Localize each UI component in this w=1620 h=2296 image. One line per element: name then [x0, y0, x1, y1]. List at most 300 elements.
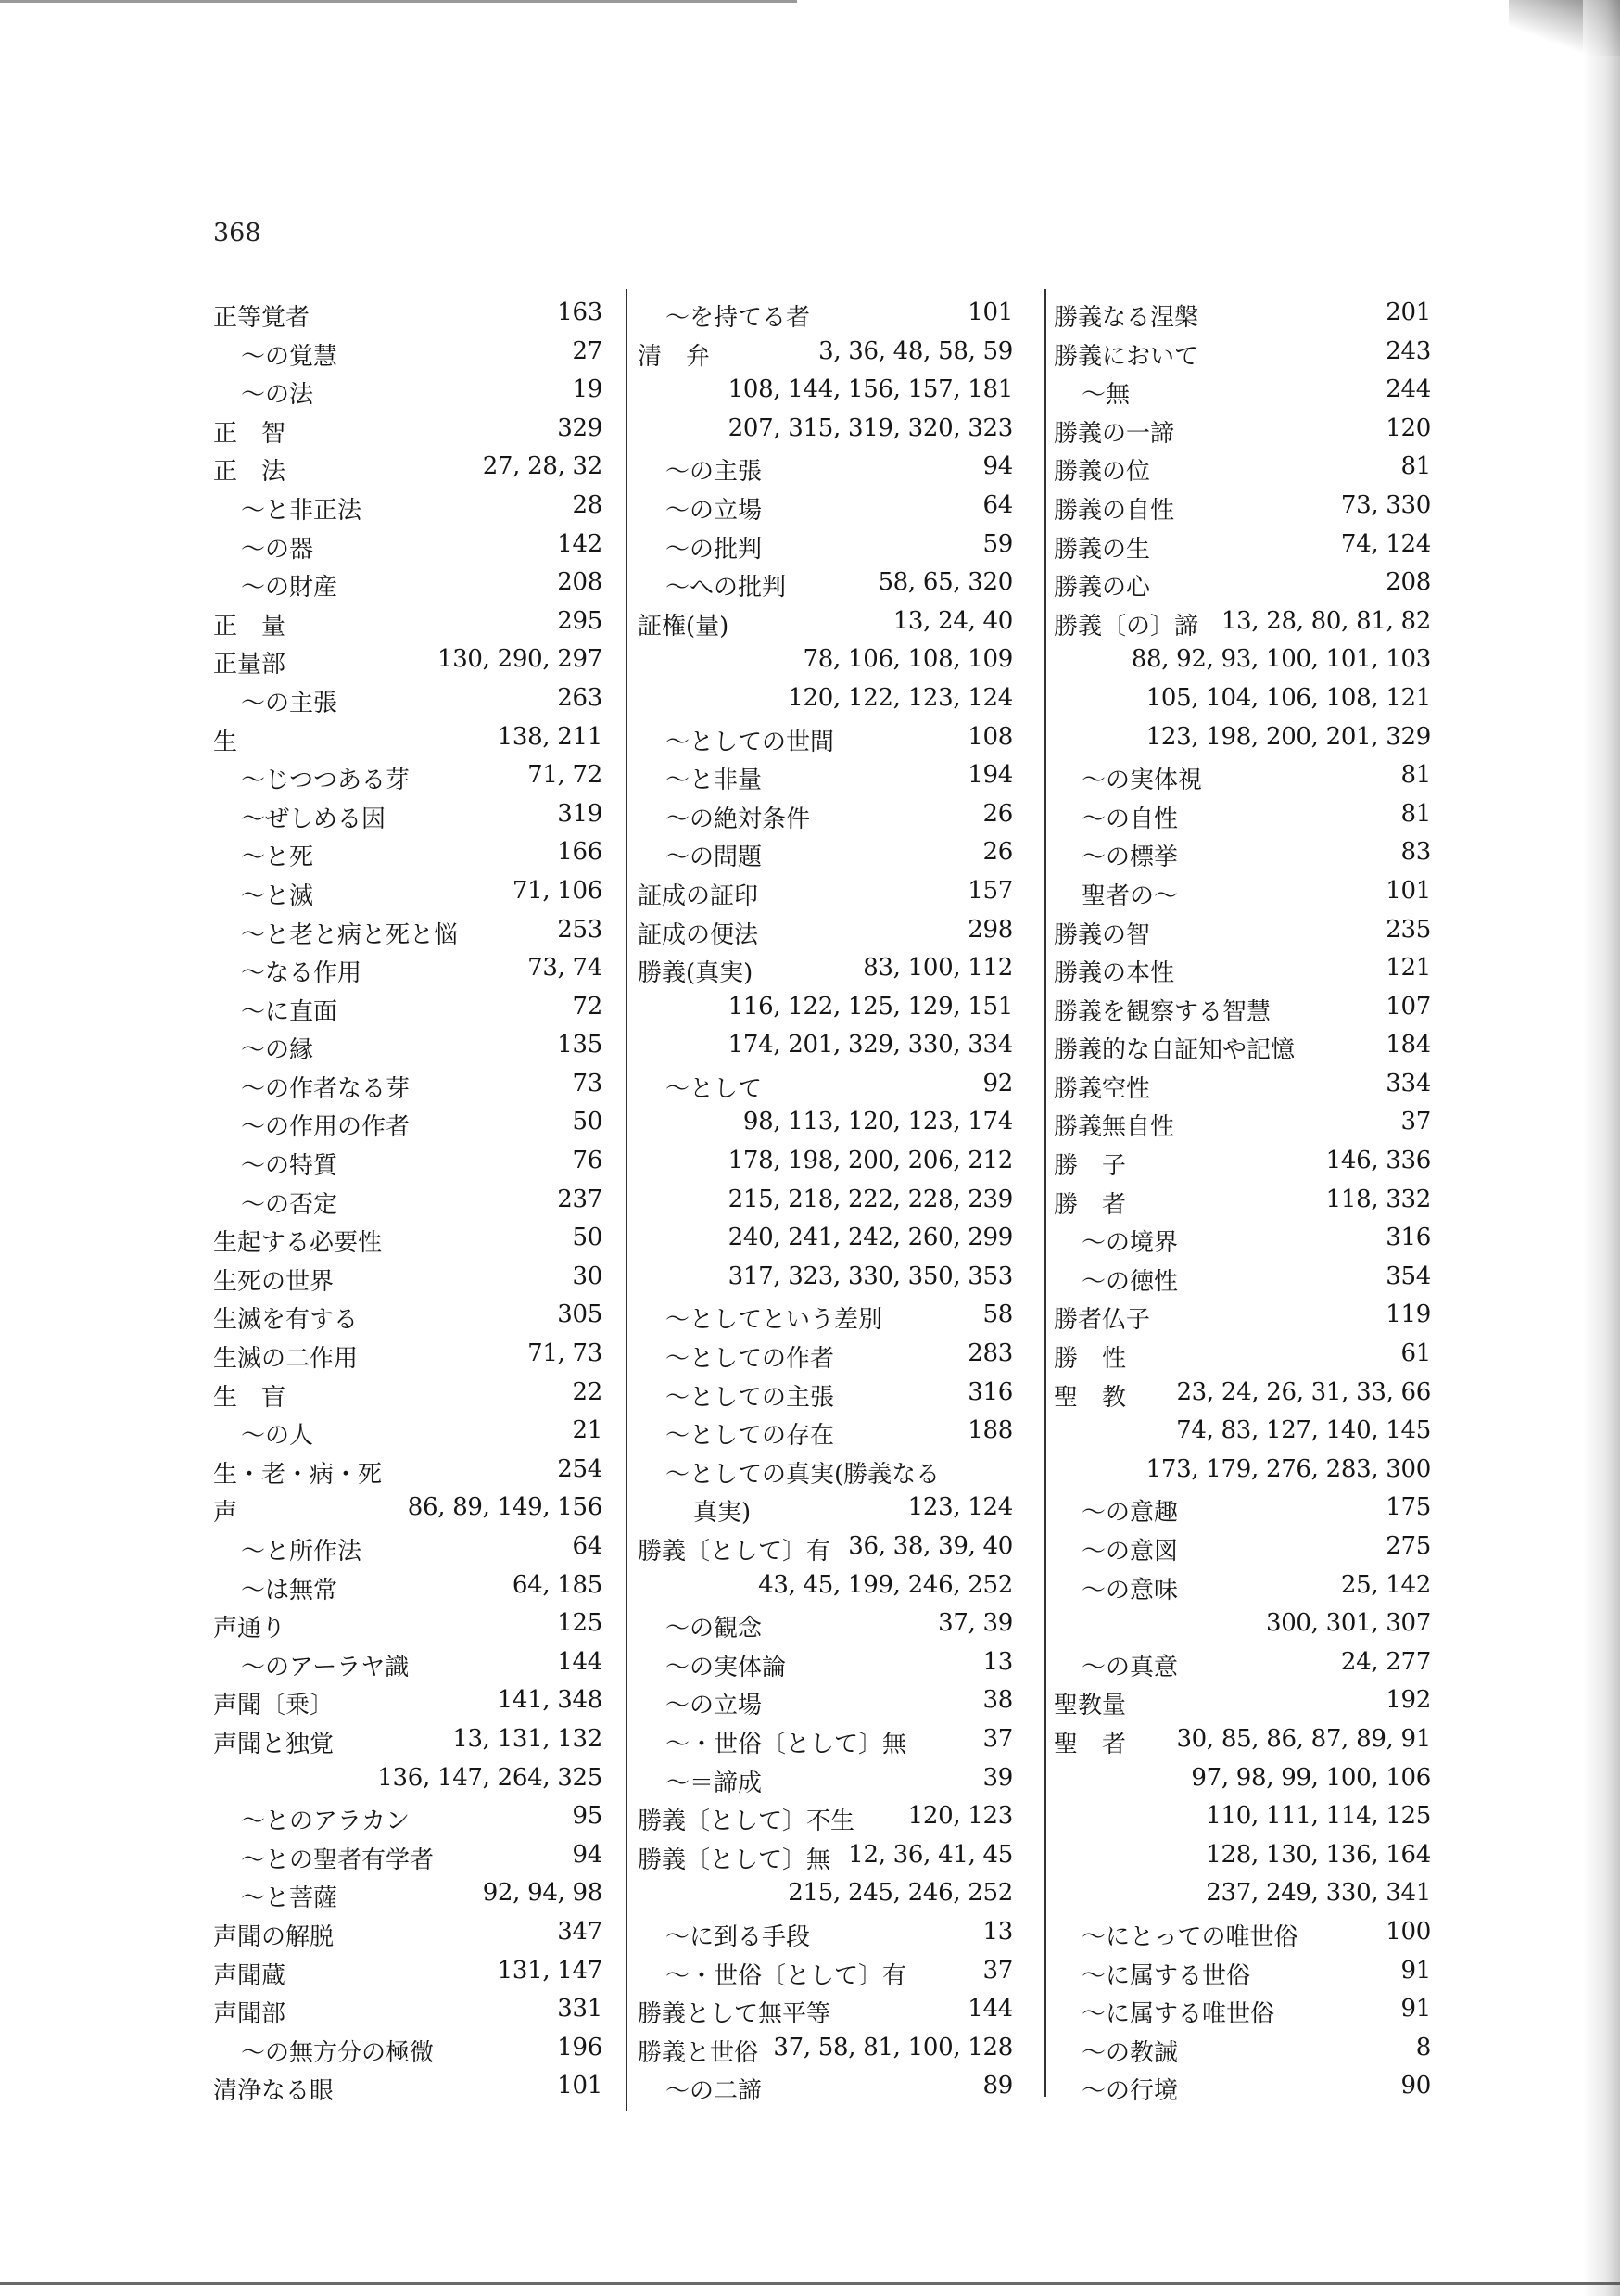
- index-pages: 119: [1386, 1300, 1431, 1329]
- index-entry: [213, 1297, 602, 1336]
- index-pages: 146, 336: [1325, 1147, 1431, 1175]
- index-entry: [213, 1220, 602, 1259]
- index-pages: 100: [1386, 1917, 1431, 1946]
- index-term: 聖 者: [1054, 1730, 1127, 1758]
- index-pages: 135: [557, 1031, 602, 1059]
- index-pages: 64: [982, 490, 1013, 519]
- index-term: 生 盲: [213, 1383, 286, 1412]
- index-pages: 208: [1386, 568, 1431, 597]
- index-pages: 334: [1386, 1069, 1431, 1097]
- index-term: ～＝諦成: [665, 1769, 763, 1797]
- index-pages: 298: [968, 915, 1013, 944]
- index-term: 勝義空性: [1054, 1074, 1151, 1103]
- index-entry: [1054, 2030, 1431, 2069]
- index-entry: [1054, 834, 1431, 873]
- index-term: 勝義の自性: [1054, 496, 1175, 525]
- index-entry: [213, 1375, 602, 1414]
- index-term: ～の自性: [1082, 805, 1179, 833]
- index-term: 声聞と独覚: [213, 1730, 335, 1758]
- index-entry: [213, 334, 602, 373]
- index-pages: 331: [557, 1995, 602, 2023]
- index-entry: [1054, 1914, 1431, 1953]
- index-term: 勝義〔として〕無: [638, 1846, 831, 1874]
- index-entry: [213, 526, 602, 565]
- index-term: 声聞蔵: [213, 1961, 286, 1990]
- index-pages: 74, 83, 127, 140, 145: [1176, 1416, 1431, 1445]
- index-pages: 72: [572, 992, 602, 1021]
- index-pages: 37: [982, 1956, 1013, 1985]
- index-term: ～の財産: [241, 574, 338, 603]
- index-entry: [638, 1336, 1013, 1375]
- index-entry-continuation: [638, 1220, 1013, 1259]
- index-term: ～の実体論: [665, 1653, 787, 1681]
- index-entry: [638, 526, 1013, 565]
- index-term: 清 弁: [638, 342, 711, 371]
- index-entry: [213, 873, 602, 912]
- index-entry: [638, 1452, 1013, 1490]
- index-pages: 83, 100, 112: [863, 954, 1013, 983]
- index-entry: [1054, 411, 1431, 450]
- index-pages: 81: [1400, 761, 1431, 790]
- index-pages: 235: [1386, 915, 1431, 944]
- index-term: ～の特質: [241, 1152, 338, 1181]
- index-pages: 24, 277: [1340, 1647, 1431, 1676]
- index-pages: 253: [557, 915, 602, 944]
- index-pages: 120, 122, 123, 124: [788, 683, 1013, 712]
- index-term: 正量部: [213, 651, 286, 679]
- index-pages: 25, 142: [1340, 1570, 1431, 1599]
- index-pages: 30, 85, 86, 87, 89, 91: [1176, 1724, 1431, 1753]
- index-pages: 92, 94, 98: [482, 1879, 602, 1908]
- index-entry: [213, 757, 602, 796]
- index-entry: [1054, 1991, 1431, 2030]
- index-pages: 163: [557, 298, 602, 326]
- index-pages: 64, 185: [512, 1570, 602, 1599]
- index-pages: 207, 315, 319, 320, 323: [728, 413, 1013, 442]
- index-term: ～とのアラカン: [241, 1808, 411, 1836]
- index-pages: 71, 106: [512, 876, 602, 905]
- index-entry: [213, 1567, 602, 1606]
- index-entry: [1054, 1066, 1431, 1105]
- index-term: ～のアーラヤ識: [241, 1653, 410, 1681]
- index-term: 聖 教: [1054, 1383, 1127, 1412]
- index-entry: [213, 1682, 602, 1721]
- index-pages: 37: [1400, 1108, 1431, 1136]
- index-entry: [213, 1605, 602, 1644]
- index-pages: 12, 36, 41, 45: [848, 1840, 1013, 1869]
- index-entry: [1054, 873, 1431, 912]
- index-entry: [213, 1027, 602, 1066]
- index-term: ～の絶対条件: [665, 805, 811, 833]
- index-pages: 94: [572, 1840, 602, 1869]
- index-entry: [1054, 1297, 1431, 1336]
- index-entry-continuation: [638, 1259, 1013, 1298]
- index-pages: 275: [1386, 1532, 1431, 1560]
- index-pages: 144: [968, 1995, 1013, 2023]
- index-pages: 188: [968, 1416, 1013, 1445]
- index-pages: 110, 111, 114, 125: [1206, 1802, 1431, 1831]
- index-entry: [1054, 372, 1431, 411]
- index-entry-continuation: [1054, 1605, 1431, 1644]
- index-pages: 19: [572, 375, 602, 404]
- index-pages: 166: [557, 838, 602, 867]
- index-column-3: [1054, 295, 1431, 2107]
- index-pages: 123, 198, 200, 201, 329: [1145, 722, 1431, 751]
- index-pages: 254: [557, 1454, 602, 1483]
- index-entry: [1054, 1143, 1431, 1182]
- index-term: 声聞部: [213, 2000, 286, 2029]
- column-divider-1: [626, 289, 627, 2111]
- scan-bottom-edge: [0, 2282, 1620, 2285]
- index-entry: [213, 1529, 602, 1567]
- index-pages: 138, 211: [497, 722, 602, 751]
- index-term: 清浄なる眼: [213, 2077, 335, 2106]
- index-pages: 90: [1400, 2072, 1431, 2100]
- index-entry: [213, 834, 602, 873]
- index-pages: 329: [557, 413, 602, 442]
- index-term: 勝義の一諦: [1054, 419, 1175, 448]
- index-entry-continuation: [638, 372, 1013, 411]
- index-entry: [213, 1413, 602, 1452]
- index-entry: [638, 1837, 1013, 1876]
- index-pages: 101: [968, 298, 1013, 326]
- index-entry: [1054, 1104, 1431, 1143]
- index-pages: 89: [982, 2072, 1013, 2100]
- index-term: ～に属する唯世俗: [1082, 2000, 1275, 2029]
- index-term: 勝 者: [1054, 1190, 1127, 1219]
- index-column-1: [213, 295, 602, 2107]
- index-entry-continuation: [638, 1104, 1013, 1143]
- index-term: ～の行境: [1082, 2077, 1179, 2106]
- index-entry: [1054, 1529, 1431, 1567]
- index-term: ～と老と病と死と悩: [241, 920, 459, 949]
- index-term: ～の否定: [241, 1190, 338, 1219]
- index-pages: 128, 130, 136, 164: [1206, 1840, 1431, 1869]
- index-pages: 118, 332: [1325, 1185, 1431, 1213]
- index-entry: [213, 1066, 602, 1105]
- index-pages: 73, 74: [527, 954, 602, 983]
- index-pages: 215, 245, 246, 252: [788, 1879, 1013, 1908]
- index-entry: [213, 1798, 602, 1837]
- index-term: ～として: [665, 1074, 763, 1103]
- index-pages: 3, 36, 48, 58, 59: [818, 336, 1013, 365]
- index-term: ～の主張: [665, 458, 763, 487]
- index-entry: [213, 912, 602, 951]
- index-entry-continuation: [638, 1567, 1013, 1606]
- index-pages: 81: [1400, 452, 1431, 481]
- index-term: 勝義の心: [1054, 574, 1151, 603]
- index-term: 勝義の位: [1054, 458, 1151, 487]
- index-pages: 58: [982, 1300, 1013, 1329]
- index-term: ～の立場: [665, 1692, 763, 1720]
- index-term: ～の人: [241, 1422, 314, 1451]
- index-term: ～の法: [241, 381, 314, 410]
- index-pages: 130, 290, 297: [437, 645, 602, 674]
- index-term: ～の立場: [665, 496, 763, 525]
- index-term: 勝義の生: [1054, 535, 1151, 564]
- index-entry: [638, 834, 1013, 873]
- index-term: 勝義〔として〕有: [638, 1538, 831, 1566]
- index-term: 聖教量: [1054, 1692, 1127, 1720]
- index-term: 勝義〔の〕諦: [1054, 612, 1199, 641]
- index-entry: [638, 449, 1013, 488]
- index-pages: 36, 38, 39, 40: [848, 1532, 1013, 1560]
- index-entry: [638, 334, 1013, 373]
- index-pages: 295: [557, 606, 602, 635]
- index-entry: [213, 1991, 602, 2030]
- index-pages: 43, 45, 199, 246, 252: [758, 1570, 1013, 1599]
- index-entry: [213, 680, 602, 719]
- index-pages: 71, 72: [527, 761, 602, 790]
- index-term: ～・世俗〔として〕有: [665, 1961, 907, 1990]
- index-entry: [1054, 2068, 1431, 2107]
- index-pages: 174, 201, 329, 330, 334: [728, 1031, 1013, 1059]
- index-term: ～と非量: [665, 767, 763, 795]
- index-entry-continuation: [638, 641, 1013, 680]
- index-term: ～としての真実(勝義なる: [665, 1460, 941, 1489]
- index-entry-continuation: [213, 1760, 602, 1799]
- index-pages: 91: [1400, 1995, 1431, 2023]
- index-term: ～ぜしめる因: [241, 805, 386, 833]
- index-entry: [213, 989, 602, 1028]
- index-term: ～にとっての唯世俗: [1082, 1922, 1298, 1951]
- index-term: ～に属する世俗: [1082, 1961, 1251, 1990]
- index-entry: [213, 2030, 602, 2069]
- index-entry-continuation: [638, 1027, 1013, 1066]
- index-entry: [1054, 603, 1431, 642]
- index-pages: 39: [982, 1763, 1013, 1792]
- index-pages: 38: [982, 1686, 1013, 1715]
- index-term: 声聞〔乗〕: [213, 1692, 335, 1720]
- index-term: 勝義を観察する智慧: [1054, 997, 1272, 1026]
- index-term: 証成の証印: [638, 882, 759, 910]
- column-divider-2: [1044, 289, 1046, 2097]
- index-entry: [1054, 1953, 1431, 1992]
- index-pages: 240, 241, 242, 260, 299: [728, 1224, 1013, 1252]
- index-pages: 22: [572, 1377, 602, 1406]
- index-entry: [213, 295, 602, 334]
- index-term: ～なる作用: [241, 959, 362, 988]
- index-entry: [638, 1682, 1013, 1721]
- index-entry: [213, 411, 602, 450]
- index-term: 生・老・病・死: [213, 1460, 383, 1489]
- index-entry: [638, 1798, 1013, 1837]
- index-pages: 178, 198, 200, 206, 212: [728, 1147, 1013, 1175]
- index-pages: 184: [1386, 1031, 1431, 1059]
- index-entry: [1054, 295, 1431, 334]
- index-pages: 13, 24, 40: [892, 606, 1013, 635]
- index-pages: 88, 92, 93, 100, 101, 103: [1131, 645, 1431, 674]
- index-pages: 243: [1386, 336, 1431, 365]
- index-entry: [638, 1375, 1013, 1414]
- index-entry-continuation: [638, 1182, 1013, 1221]
- index-entry: [638, 564, 1013, 603]
- index-term: ～じつつある芽: [241, 767, 411, 795]
- index-pages: 244: [1386, 375, 1431, 404]
- index-entry: [213, 372, 602, 411]
- index-term: 勝義(真実): [638, 959, 753, 988]
- index-entry: [638, 1297, 1013, 1336]
- index-entry: [213, 950, 602, 989]
- scan-top-edge: [0, 0, 797, 3]
- index-pages: 86, 89, 149, 156: [407, 1493, 602, 1522]
- index-entry-continuation: [1054, 719, 1431, 758]
- index-term: ～の二諦: [665, 2077, 763, 2106]
- index-pages: 107: [1386, 992, 1431, 1021]
- index-entry-continuation: [1054, 1798, 1431, 1837]
- index-pages: 317, 323, 330, 350, 353: [728, 1262, 1013, 1290]
- index-entry: [213, 1953, 602, 1992]
- index-entry: [213, 1452, 602, 1490]
- index-entry: [638, 1066, 1013, 1105]
- index-entry-continuation: [638, 411, 1013, 450]
- index-pages: 196: [557, 2033, 602, 2061]
- index-entry: [638, 950, 1013, 989]
- index-term: 勝義的な自証知や記憶: [1054, 1036, 1296, 1065]
- index-pages: 101: [1386, 876, 1431, 905]
- index-entry: [638, 488, 1013, 526]
- index-entry: [638, 295, 1013, 334]
- index-entry: [638, 873, 1013, 912]
- index-pages: 92: [982, 1069, 1013, 1097]
- index-term: 勝義と世俗: [638, 2038, 759, 2067]
- index-term: ～と菩薩: [241, 1884, 338, 1913]
- index-pages: 95: [572, 1802, 602, 1831]
- index-pages: 73: [572, 1069, 602, 1097]
- index-term: ～の意図: [1082, 1538, 1179, 1566]
- index-entry: [1054, 1182, 1431, 1221]
- index-term: ～としての作者: [665, 1345, 835, 1374]
- index-pages: 58, 65, 320: [878, 568, 1013, 597]
- index-pages: 123, 124: [907, 1493, 1013, 1522]
- index-pages: 13: [982, 1917, 1013, 1946]
- index-pages: 131, 147: [497, 1956, 602, 1985]
- index-pages: 26: [982, 838, 1013, 867]
- index-entry-continuation: [1054, 1452, 1431, 1490]
- index-pages: 23, 24, 26, 31, 33, 66: [1176, 1377, 1431, 1406]
- index-term: ～の意趣: [1082, 1499, 1179, 1528]
- index-term: 生起する必要性: [213, 1229, 383, 1258]
- index-pages: 27: [572, 336, 602, 365]
- index-pages: 73, 330: [1340, 490, 1431, 519]
- index-pages: 354: [1386, 1262, 1431, 1290]
- index-entry: [1054, 1220, 1431, 1259]
- index-term: ～に到る手段: [665, 1922, 811, 1951]
- index-pages: 97, 98, 99, 100, 106: [1191, 1763, 1431, 1792]
- index-entry: [213, 603, 602, 642]
- index-entry: [213, 1914, 602, 1953]
- index-pages: 125: [557, 1609, 602, 1638]
- index-term: 勝 性: [1054, 1345, 1127, 1374]
- index-pages: 283: [968, 1339, 1013, 1368]
- scan-shadow-right: [1583, 0, 1620, 2296]
- index-entry: [638, 2068, 1013, 2107]
- index-entry: [1054, 488, 1431, 526]
- index-term: ～と滅: [241, 882, 314, 910]
- index-entry: [1054, 526, 1431, 565]
- index-pages: 37, 58, 81, 100, 128: [773, 2033, 1013, 2061]
- index-term: ～の作者なる芽: [241, 1074, 411, 1103]
- index-entry: [1054, 1644, 1431, 1683]
- index-entry: [638, 1644, 1013, 1683]
- index-term: 生: [213, 728, 238, 756]
- index-pages: 237: [557, 1185, 602, 1213]
- index-term: 勝義無自性: [1054, 1113, 1175, 1142]
- index-term: ～の真意: [1082, 1653, 1179, 1681]
- index-pages: 50: [572, 1108, 602, 1136]
- index-pages: 13, 131, 132: [452, 1724, 602, 1753]
- index-term: ～の無方分の極微: [241, 2038, 435, 2067]
- index-pages: 13, 28, 80, 81, 82: [1221, 606, 1431, 635]
- index-entry: [213, 641, 602, 680]
- index-entry: [213, 1259, 602, 1298]
- index-pages: 28: [572, 490, 602, 519]
- index-term: ～との聖者有学者: [241, 1846, 435, 1874]
- index-entry: [213, 2068, 602, 2107]
- index-entry-continuation: [1054, 1760, 1431, 1799]
- index-term: ～の標挙: [1082, 844, 1179, 872]
- index-term: ～の徳性: [1082, 1267, 1179, 1296]
- index-entry: [638, 796, 1013, 835]
- index-entry: [638, 1991, 1013, 2030]
- index-term: ～の境界: [1082, 1229, 1179, 1258]
- index-pages: 192: [1386, 1686, 1431, 1715]
- index-entry: [1054, 1721, 1431, 1760]
- index-entry: [638, 1413, 1013, 1452]
- index-pages: 71, 73: [527, 1339, 602, 1368]
- index-entry: [638, 1914, 1013, 1953]
- index-term: ～・世俗〔として〕無: [665, 1730, 907, 1758]
- index-pages: 215, 218, 222, 228, 239: [728, 1185, 1013, 1213]
- index-term: ～としての世間: [665, 728, 835, 756]
- index-term: 生滅の二作用: [213, 1345, 359, 1374]
- index-term: 勝義の智: [1054, 920, 1151, 949]
- index-term: ～の覚慧: [241, 342, 338, 371]
- index-entry: [638, 1760, 1013, 1799]
- index-pages: 27, 28, 32: [482, 452, 602, 481]
- index-entry: [638, 1529, 1013, 1567]
- index-term: 勝 子: [1054, 1152, 1127, 1181]
- index-pages: 78, 106, 108, 109: [803, 645, 1013, 674]
- index-entry: [1054, 1259, 1431, 1298]
- index-entry: [638, 912, 1013, 951]
- index-entry-continuation: [1054, 680, 1431, 719]
- index-term: 正 法: [213, 458, 286, 487]
- index-entry: [638, 1953, 1013, 1992]
- index-term: ～の観念: [665, 1615, 763, 1643]
- index-pages: 121: [1386, 954, 1431, 983]
- index-pages: 74, 124: [1340, 529, 1431, 558]
- index-pages: 98, 113, 120, 123, 174: [742, 1108, 1013, 1136]
- index-entry: [1054, 1682, 1431, 1721]
- index-pages: 144: [557, 1647, 602, 1676]
- index-pages: 120: [1386, 413, 1431, 442]
- index-term: ～に直面: [241, 997, 338, 1026]
- index-entry: [638, 2030, 1013, 2069]
- index-pages: 91: [1400, 1956, 1431, 1985]
- index-term: ～としてという差別: [665, 1306, 883, 1335]
- index-pages: 316: [968, 1377, 1013, 1406]
- index-term: 声聞の解脱: [213, 1922, 335, 1951]
- index-term: ～と非正法: [241, 496, 362, 525]
- index-term: ～の器: [241, 535, 314, 564]
- index-entry-continuation: [638, 680, 1013, 719]
- index-entry: [213, 1104, 602, 1143]
- index-pages: 136, 147, 264, 325: [377, 1763, 602, 1792]
- index-pages: 64: [572, 1532, 602, 1560]
- index-term: ～の教誡: [1082, 2038, 1179, 2067]
- index-entry-continuation: [638, 989, 1013, 1028]
